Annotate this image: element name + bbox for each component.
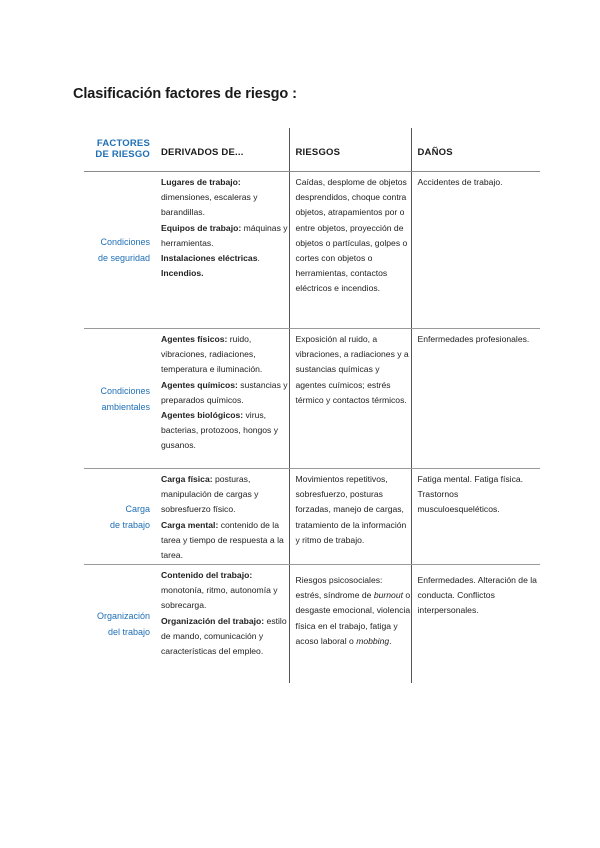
derivado-text: ruido, vibraciones, radiaciones, temperatura e iluminación. [161,334,263,375]
category-line1: Condiciones [100,385,150,396]
derivado-bold: Organización del trabajo: [161,615,265,626]
derivado-text: . [257,253,260,264]
category-line2: de trabajo [109,519,150,530]
page-title: Clasificación factores de riesgo : [73,86,297,102]
header-derivados: DERIVADOS DE... [156,128,289,172]
riesgos-text: Riesgos psicosociales: estrés, síndrome de [295,575,383,601]
danos-cell: Accidentes de trabajo. [411,172,540,329]
derivados-cell [156,329,289,469]
riesgos-text: . [389,635,392,646]
riesgos-italic-term: burnout [373,590,403,601]
derivado-item [161,378,289,408]
derivado-text: virus, bacterias, protozoos, hongos y gusanos. [161,410,279,451]
derivado-bold: Agentes físicos: [161,334,228,344]
category-cell [84,469,156,565]
riesgos-cell: Caídas, desplome de objetos desprendidos, choque contra objetos, atrapamientos por o entre objetos, proyección de objetos o partículas, golpes o cortes con objetos o herramientas, contactos eléctricos e incendios. [289,172,411,329]
riesgos-cell: Movimientos repetitivos, sobresfuerzo, posturas forzadas, manejo de cargas, tratamiento de la información y ritmo de trabajo. [289,469,411,565]
derivado-item [161,332,289,378]
derivados-cell [156,172,289,329]
derivado-bold: Equipos de trabajo: [161,222,242,233]
derivado-text: posturas, manipulación de cargas y sobresfuerzo físico. [161,474,259,515]
derivado-bold: Instalaciones eléctricas [161,253,258,264]
category-line1: Condiciones [100,237,150,247]
derivado-bold: Contenido del trabajo: [161,570,253,580]
derivado-item [161,221,289,251]
category-cell [84,329,156,469]
riesgos-cell [289,565,411,684]
riesgos-cell: Exposición al ruido, a vibraciones, a radiaciones y a sustancias químicas y agentes cuímicos; estrés térmico y contactos térmicos. [289,329,411,469]
derivado-item [161,518,289,564]
table-row [84,565,540,684]
category-line1: Carga [125,503,150,514]
derivado-text: máquinas y herramientas. [161,222,288,248]
derivado-item [161,408,289,454]
derivado-text: estilo de mando, comunicación y características del empleo. [161,615,287,657]
header-factores-line1: FACTORES [96,138,150,149]
derivados-cell [156,565,289,684]
derivado-item [161,568,289,614]
risk-factors-table [84,128,540,683]
derivado-text: monotonía, ritmo, autonomía y sobrecarga. [161,585,278,611]
category-cell [84,172,156,329]
danos-cell: Enfermedades profesionales. [411,329,540,469]
riesgos-italic-term: mobbing [356,635,390,646]
derivado-item [161,251,289,266]
derivado-item [161,614,289,660]
danos-cell: Fatiga mental. Fatiga física. Trastornos musculoesqueléticos. [411,469,540,565]
derivado-item [161,472,289,518]
derivado-bold: Agentes biológicos: [161,410,244,421]
category-line2: ambientales [101,401,150,412]
derivados-cell [156,469,289,565]
derivado-text: sustancias y preparados químicos. [161,379,288,405]
header-factores [84,128,156,172]
table-header-row [84,128,540,172]
header-factores-line2: DE RIESGO [95,149,150,160]
table-row [84,469,540,565]
category-line1: Organización [96,611,150,621]
table-row [84,329,540,469]
header-danos: DAÑOS [411,128,540,172]
derivado-bold: Carga física: [161,474,213,484]
derivado-bold: Carga mental: [161,519,219,530]
derivado-bold: Incendios. [161,268,204,279]
derivado-item [161,266,289,281]
table-row [84,172,540,329]
derivado-text: dimensiones, escaleras y barandillas. [161,192,258,218]
derivado-item [161,175,289,221]
derivado-bold: Agentes químicos: [161,379,238,390]
riesgos-text: o desgaste emocional, violencia física en el trabajo, fatiga y acoso laboral o [295,590,411,646]
category-cell [84,565,156,684]
danos-cell: Enfermedades. Alteración de la conducta. Conflictos interpersonales. [411,565,540,684]
derivado-text: contenido de la tarea y tiempo de respuesta a la tarea. [161,519,284,561]
category-line2: del trabajo [107,627,150,637]
header-riesgos: RIESGOS [289,128,411,172]
category-line2: de seguridad [97,253,150,263]
derivado-bold: Lugares de trabajo: [161,177,241,187]
